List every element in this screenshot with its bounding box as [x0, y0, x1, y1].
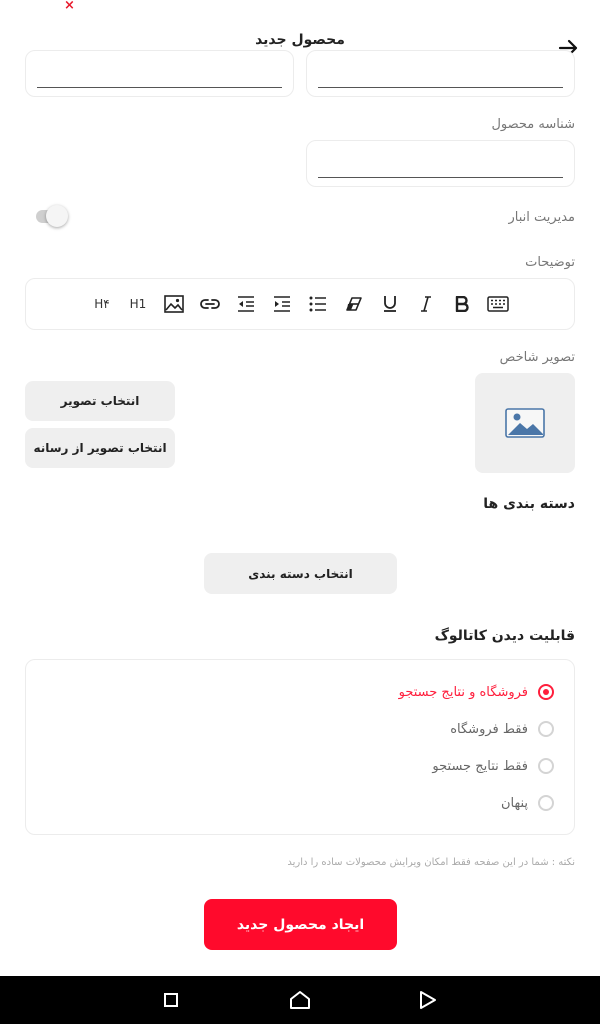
catalog-visibility-title: قابلیت دیدن کاتالوگ: [434, 628, 575, 644]
sku-label: شناسه محصول: [491, 117, 575, 132]
heading-1-button[interactable]: [126, 292, 150, 316]
page-title: محصول جدید: [255, 32, 345, 48]
categories-title: دسته بندی ها: [483, 496, 575, 512]
close-icon[interactable]: ×: [64, 0, 75, 13]
select-image-from-media-button[interactable]: انتخاب تصویر از رسانه: [25, 428, 175, 468]
radio-label-search-only[interactable]: فقط نتایج جستجو: [432, 759, 528, 774]
eraser-icon[interactable]: [342, 292, 366, 316]
h4-label: H۴: [94, 297, 110, 311]
description-label: توضیحات: [525, 255, 575, 270]
radio-shop-and-search[interactable]: [538, 684, 554, 700]
link-icon[interactable]: [198, 292, 222, 316]
h1-label: H1: [129, 297, 147, 311]
inventory-label: مدیریت انبار: [508, 210, 575, 225]
system-navigation-bar: [0, 976, 600, 1024]
heading-4-button[interactable]: [90, 292, 114, 316]
underline-icon[interactable]: [378, 292, 402, 316]
back-icon[interactable]: [418, 990, 438, 1010]
insert-image-icon[interactable]: [162, 292, 186, 316]
bullet-list-icon[interactable]: [306, 292, 330, 316]
indent-icon[interactable]: [270, 292, 294, 316]
field-left-top[interactable]: [25, 50, 294, 97]
select-category-button[interactable]: انتخاب دسته بندی: [204, 553, 397, 594]
create-product-button[interactable]: ایجاد محصول جدید: [204, 899, 397, 950]
featured-image-placeholder[interactable]: [475, 373, 575, 473]
radio-label-shop-and-search[interactable]: فروشگاه و نتایج جستجو: [398, 685, 528, 700]
sku-input[interactable]: [306, 140, 575, 187]
italic-icon[interactable]: [414, 292, 438, 316]
recent-apps-icon[interactable]: [164, 993, 178, 1007]
outdent-icon[interactable]: [234, 292, 258, 316]
bold-icon[interactable]: [450, 292, 474, 316]
radio-label-shop-only[interactable]: فقط فروشگاه: [450, 722, 528, 737]
note-text: نکته : شما در این صفحه فقط امکان ویرایش محصولات ساده را دارید: [287, 857, 575, 868]
featured-image-label: تصویر شاخص: [499, 350, 575, 365]
radio-search-only[interactable]: [538, 758, 554, 774]
image-placeholder-icon: [505, 408, 545, 438]
radio-label-hidden[interactable]: پنهان: [500, 796, 528, 811]
keyboard-icon[interactable]: [486, 292, 510, 316]
select-image-button[interactable]: انتخاب تصویر: [25, 381, 175, 421]
radio-shop-only[interactable]: [538, 721, 554, 737]
field-right-top[interactable]: [306, 50, 575, 97]
radio-hidden[interactable]: [538, 795, 554, 811]
inventory-toggle-knob[interactable]: [46, 205, 68, 227]
home-icon[interactable]: [289, 990, 311, 1010]
